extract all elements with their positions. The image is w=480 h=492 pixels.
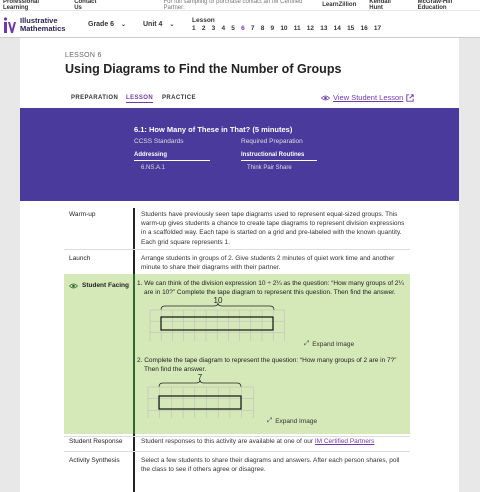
lesson-link-11[interactable]: 11 (293, 25, 301, 32)
logo-text[interactable] (20, 17, 65, 32)
lesson-number-label: LESSON 6 (65, 52, 102, 59)
student-facing-divider (133, 274, 135, 434)
lesson-link-17[interactable]: 17 (373, 25, 382, 32)
expand-icon: ⤢ (304, 340, 310, 347)
warmup-line: Students have previously seen tape diagrams used to represent equal-sized groups. This (141, 211, 398, 218)
expand-icon: ⤢ (267, 417, 273, 424)
student-facing-label (69, 282, 129, 289)
expand-image-label: Expand Image (312, 340, 355, 348)
svg-text:7: 7 (197, 373, 203, 382)
contact-us-link[interactable]: Contact Us (74, 0, 97, 11)
student-response-label: Student Response (69, 438, 123, 445)
partner-link-kendall-hunt[interactable]: Kendall Hunt (369, 0, 391, 11)
lesson-number-list (192, 25, 381, 32)
lesson-link-14[interactable]: 14 (333, 25, 341, 32)
lesson-link-6[interactable]: 6 (241, 25, 245, 32)
lesson-link-3[interactable]: 3 (211, 25, 216, 32)
warmup-label: Warm-up (69, 211, 96, 218)
tab-lesson[interactable]: LESSON (126, 95, 154, 101)
chevron-down-icon: ⌄ (169, 22, 175, 28)
launch-line: minute to share their diagrams with their partner. (141, 264, 281, 272)
activity-synthesis-label: Activity Synthesis (69, 457, 120, 464)
view-student-lesson-link[interactable] (321, 93, 414, 102)
chevron-down-icon: ⌄ (121, 22, 127, 28)
im-logo-icon[interactable] (4, 17, 18, 33)
tab-preparation[interactable]: PREPARATION (71, 95, 119, 101)
synthesis-line: Select a few students to share their diagrams and answers. After each person shares, poll (141, 457, 400, 464)
synthesis-line: the class to see if others agree or disagree. (141, 466, 266, 474)
activity-title: 6.1: How Many of These in That? (5 minutes) (134, 125, 293, 134)
launch-label: Launch (69, 255, 91, 262)
expand-image-button-1[interactable] (304, 340, 354, 348)
logo-line-1: Illustrative (20, 16, 58, 25)
warmup-line: Each grid square represents 1. (141, 238, 230, 246)
row-separator (64, 249, 410, 250)
lesson-link-10[interactable]: 10 (280, 25, 288, 32)
unit-label: Unit 4 (143, 21, 163, 28)
student-response-text (141, 437, 374, 446)
lesson-link-13[interactable]: 13 (320, 25, 328, 32)
svg-text:10: 10 (213, 296, 223, 305)
lesson-link-1[interactable]: 1 (192, 25, 196, 32)
lesson-link-5[interactable]: 5 (231, 25, 235, 32)
student-facing-text: Student Facing (82, 282, 129, 289)
question-2-line: 2. Complete the tape diagram to represent the question: “How many groups of 2 are in 7?” (137, 357, 397, 364)
student-response-body: Student responses to this activity are available at one of our (141, 438, 313, 445)
grade-label: Grade 6 (88, 21, 115, 28)
partner-link-mcgraw-hill[interactable]: McGraw-Hill Education (417, 0, 453, 11)
expand-image-button-2[interactable] (267, 417, 317, 425)
instructional-routines-header: Instructional Routines (241, 152, 317, 161)
eye-icon (69, 283, 78, 289)
question-2-line: Then find the answer. (144, 366, 207, 373)
external-link-icon (406, 94, 414, 102)
addressing-header: Addressing (134, 152, 210, 161)
tab-practice[interactable]: PRACTICE (162, 95, 196, 101)
lesson-link-16[interactable]: 16 (360, 25, 368, 32)
logo-line-2: Mathematics (20, 23, 66, 33)
eye-icon (321, 95, 330, 101)
instructional-routine-value[interactable]: Think Pair Share (247, 165, 292, 171)
lesson-link-7[interactable]: 7 (250, 25, 255, 32)
ccss-standards-label: CCSS Standards (134, 138, 184, 145)
utility-bar (0, 0, 480, 10)
lesson-nav-label: Lesson (192, 17, 215, 24)
tape-diagram-1[interactable] (146, 295, 289, 341)
view-student-lesson-label: View Student Lesson (333, 93, 404, 102)
launch-text (141, 254, 394, 272)
sampling-note: For full sampling or purchase contact an IM Certified Partner: (163, 0, 303, 11)
expand-image-label: Expand Image (275, 417, 318, 425)
page-title: Using Diagrams to Find the Number of Groups (65, 62, 342, 76)
warmup-line: warm-up gives students a chance to create tape diagrams to represent division expressions (141, 220, 405, 228)
partner-link-learnzillion[interactable]: LearnZillion (322, 2, 357, 8)
activity-synthesis-text (141, 456, 399, 474)
tape-diagram-2[interactable] (146, 372, 276, 418)
lesson-link-2[interactable]: 2 (201, 25, 206, 32)
grade-selector[interactable] (88, 21, 126, 28)
addressing-standard-value[interactable]: 6.NS.A.1 (141, 165, 166, 171)
unit-selector[interactable] (143, 21, 174, 28)
lesson-link-8[interactable]: 8 (260, 25, 265, 32)
lesson-link-9[interactable]: 9 (270, 25, 275, 32)
warmup-text (141, 210, 404, 247)
professional-learning-link[interactable]: Professional Learning (3, 0, 40, 11)
lesson-link-12[interactable]: 12 (306, 25, 315, 32)
launch-line: Arrange students in groups of 2. Give students 2 minutes of quiet work time and another (141, 255, 395, 262)
row-separator (64, 451, 410, 452)
lesson-card (20, 38, 459, 492)
warmup-line: in a scaffolded way. Each tape is started on a grid and pre-labeled with the known quantity. (141, 229, 402, 237)
lesson-link-4[interactable]: 4 (221, 25, 226, 32)
im-certified-partners-link[interactable]: IM Certified Partners (314, 438, 375, 445)
required-preparation-label: Required Preparation (241, 138, 303, 145)
question-1-line: are in 10?” Complete the tape diagram to represent this question. Then find the answer. (144, 289, 396, 296)
lesson-navigator (192, 17, 381, 32)
lesson-link-15[interactable]: 15 (347, 25, 355, 32)
question-1-line: 1. We can think of the division expression 10 ÷ 2¼ as the question: “How many groups of 2¼ (137, 280, 404, 287)
site-header (0, 11, 480, 38)
activity-header (20, 108, 459, 201)
